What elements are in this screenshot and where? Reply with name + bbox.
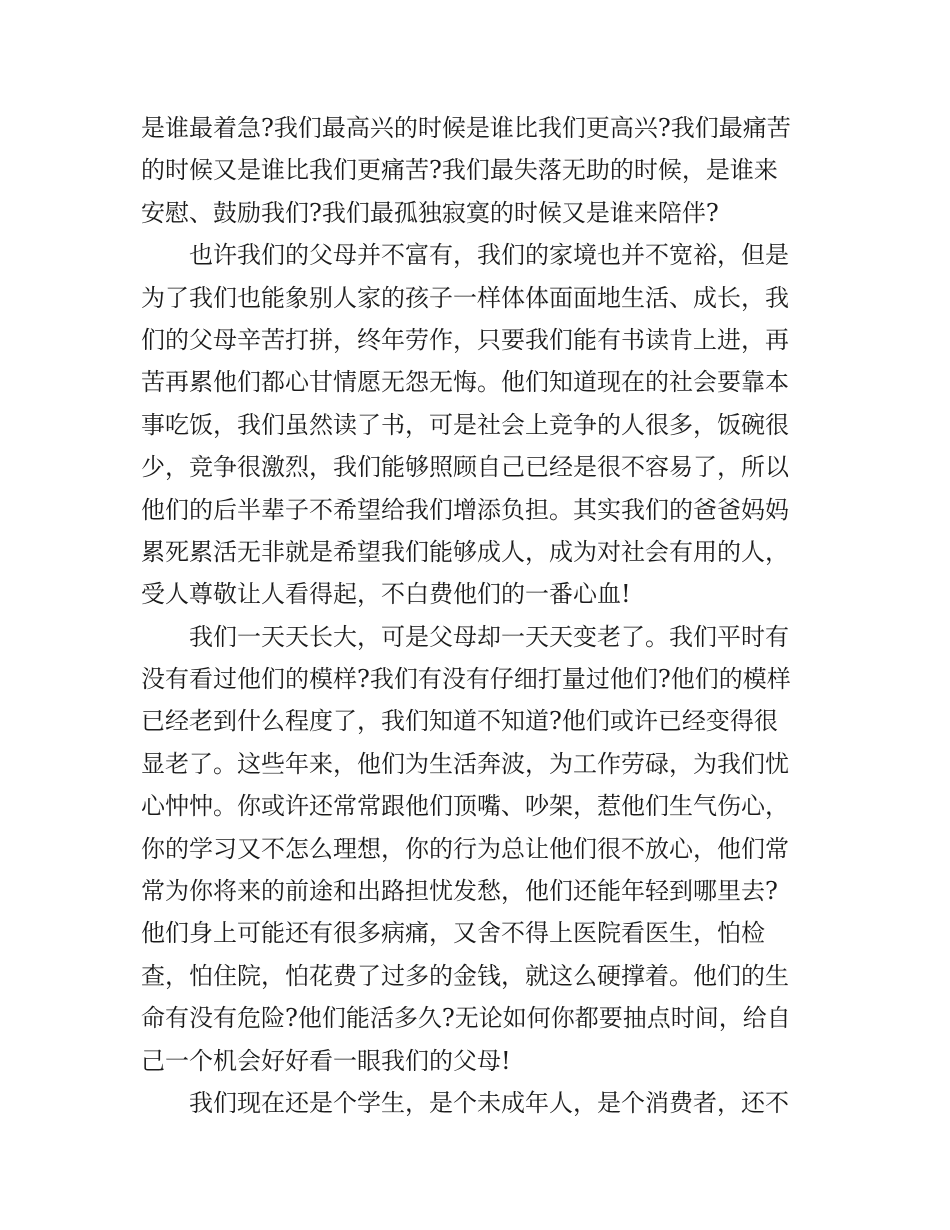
text-line: 命有没有危险?他们能活多久?无论如何你都要抽点时间，给自 [141,1004,791,1033]
text-line: 的时候又是谁比我们更痛苦?我们最失落无助的时候，是谁来 [141,156,778,185]
text-line: 你的学习又不怎么理想，你的行为总让他们很不放心，他们常 [141,834,789,863]
text-line: 为了我们也能象别人家的孩子一样体体面面地生活、成长，我 [141,283,789,312]
text-line: 们的父母辛苦打拼，终年劳作，只要我们能有书读肯上进，再 [141,325,789,354]
text-line: 累死累活无非就是希望我们能够成人，成为对社会有用的人， [141,537,789,566]
text-line: 安慰、鼓励我们?我们最孤独寂寞的时候又是谁来陪伴? [141,198,719,227]
text-line: 查，怕住院，怕花费了过多的金钱，就这么硬撑着。他们的生 [141,961,789,990]
document-body [141,107,813,1124]
text-line: 受人尊敬让人看得起，不白费他们的一番心血! [141,580,631,609]
text-line: 显老了。这些年来，他们为生活奔波，为工作劳碌，为我们忧 [141,749,789,778]
text-line: 他们身上可能还有很多病痛，又舍不得上医院看医生，怕检 [141,919,765,948]
text-line: 常为你将来的前途和出路担忧发愁，他们还能年轻到哪里去? [141,877,778,906]
text-line: 少，竞争很激烈，我们能够照顾自己已经是很不容易了，所以 [141,453,789,482]
text-line: 没有看过他们的模样?我们有没有仔细打量过他们?他们的模样 [141,665,791,694]
text-line: 苦再累他们都心甘情愿无怨无悔。他们知道现在的社会要靠本 [141,368,789,397]
text-line: 已经老到什么程度了，我们知道不知道?他们或许已经变得很 [141,707,778,736]
text-line: 我们一天天长大，可是父母却一天天变老了。我们平时有 [189,622,789,651]
text-line: 我们现在还是个学生，是个未成年人，是个消费者，还不 [189,1088,789,1117]
text-line: 心忡忡。你或许还常常跟他们顶嘴、吵架，惹他们生气伤心， [141,792,789,821]
text-line: 他们的后半辈子不希望给我们增添负担。其实我们的爸爸妈妈 [141,495,789,524]
text-line: 也许我们的父母并不富有，我们的家境也并不宽裕，但是 [189,241,789,270]
text-line: 事吃饭，我们虽然读了书，可是社会上竞争的人很多，饭碗很 [141,410,789,439]
text-line: 己一个机会好好看一眼我们的父母! [141,1046,511,1075]
text-line: 是谁最着急?我们最高兴的时候是谁比我们更高兴?我们最痛苦 [141,114,791,142]
